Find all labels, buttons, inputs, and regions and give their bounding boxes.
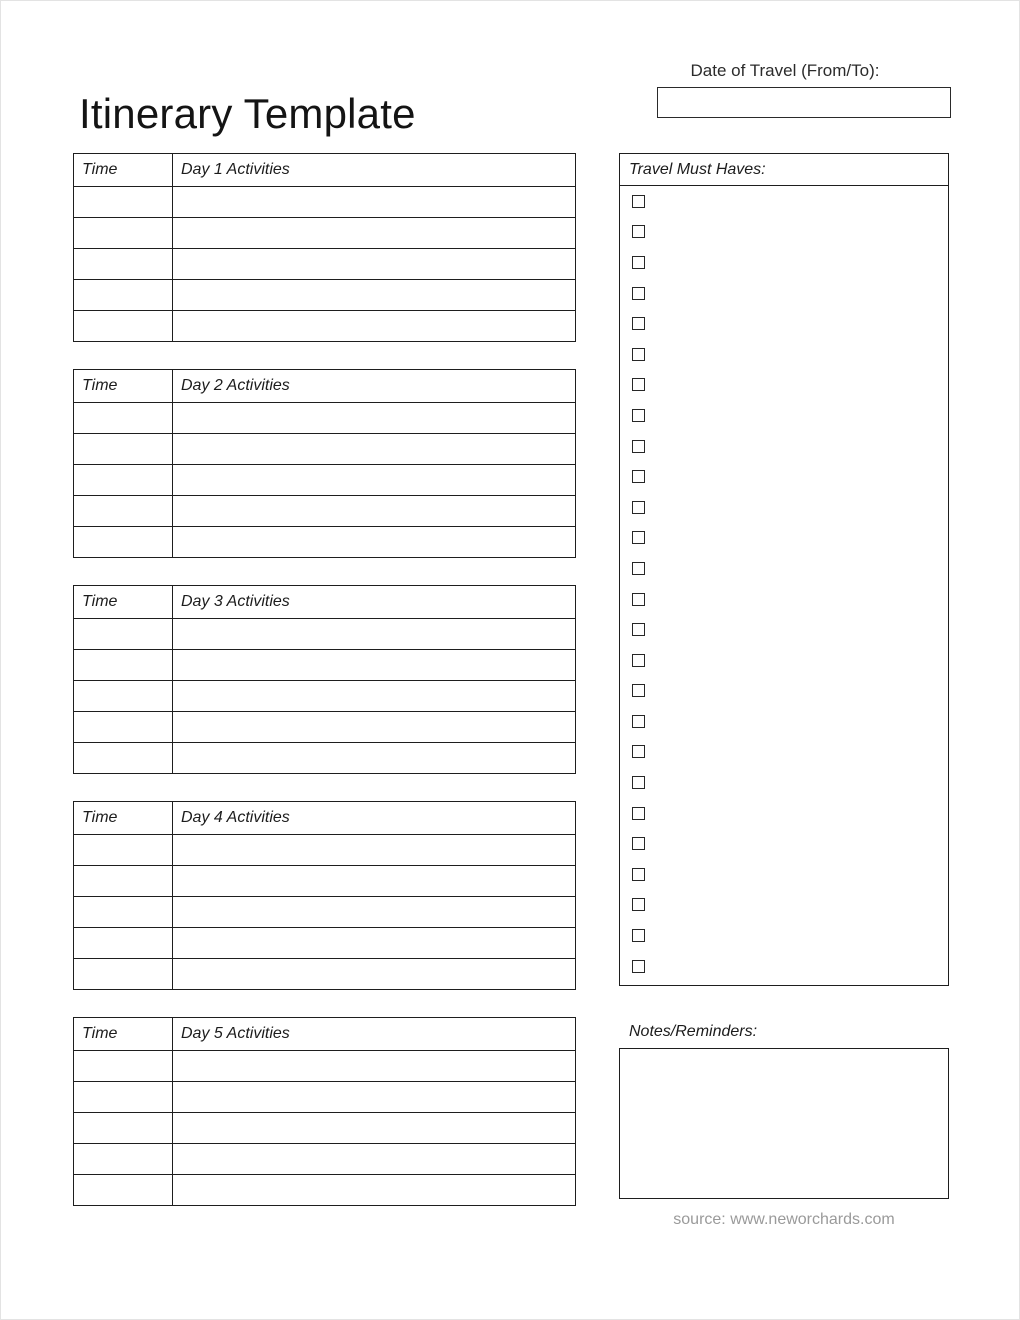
cell-activity[interactable] bbox=[173, 712, 576, 743]
checkbox-icon[interactable] bbox=[632, 837, 645, 850]
checkbox-icon[interactable] bbox=[632, 501, 645, 514]
list-item bbox=[620, 339, 948, 370]
cell-activity[interactable] bbox=[173, 187, 576, 218]
table-row bbox=[74, 681, 576, 712]
table-row bbox=[74, 835, 576, 866]
cell-activity[interactable] bbox=[173, 311, 576, 342]
cell-time[interactable] bbox=[74, 1113, 173, 1144]
cell-time[interactable] bbox=[74, 712, 173, 743]
cell-time[interactable] bbox=[74, 866, 173, 897]
checkbox-icon[interactable] bbox=[632, 776, 645, 789]
must-have-text[interactable] bbox=[655, 920, 948, 951]
cell-activity[interactable] bbox=[173, 1144, 576, 1175]
list-item bbox=[620, 186, 948, 217]
must-have-text[interactable] bbox=[655, 308, 948, 339]
checkbox-icon[interactable] bbox=[632, 562, 645, 575]
must-have-text[interactable] bbox=[655, 951, 948, 982]
checkbox-icon[interactable] bbox=[632, 868, 645, 881]
cell-time[interactable] bbox=[74, 218, 173, 249]
checkbox-icon[interactable] bbox=[632, 317, 645, 330]
cell-time[interactable] bbox=[74, 403, 173, 434]
must-have-text[interactable] bbox=[655, 706, 948, 737]
list-item bbox=[620, 828, 948, 859]
checkbox-icon[interactable] bbox=[632, 256, 645, 269]
cell-time[interactable] bbox=[74, 619, 173, 650]
cell-time[interactable] bbox=[74, 465, 173, 496]
list-item bbox=[620, 614, 948, 645]
must-have-text[interactable] bbox=[655, 186, 948, 217]
travel-must-haves-header: Travel Must Haves: bbox=[620, 154, 948, 186]
cell-activity[interactable] bbox=[173, 959, 576, 990]
cell-activity[interactable] bbox=[173, 619, 576, 650]
checkbox-icon[interactable] bbox=[632, 378, 645, 391]
list-item bbox=[620, 706, 948, 737]
table-row bbox=[74, 650, 576, 681]
cell-activity[interactable] bbox=[173, 1082, 576, 1113]
cell-activity[interactable] bbox=[173, 249, 576, 280]
table-row bbox=[74, 527, 576, 558]
travel-must-haves-list bbox=[620, 186, 948, 981]
list-item bbox=[620, 553, 948, 584]
cell-time[interactable] bbox=[74, 527, 173, 558]
cell-activity[interactable] bbox=[173, 403, 576, 434]
table-row bbox=[74, 465, 576, 496]
checkbox-icon[interactable] bbox=[632, 225, 645, 238]
must-have-text[interactable] bbox=[655, 828, 948, 859]
table-header-row bbox=[74, 802, 576, 835]
table-row bbox=[74, 311, 576, 342]
must-have-text[interactable] bbox=[655, 737, 948, 768]
date-of-travel-block bbox=[619, 61, 951, 118]
table-row bbox=[74, 280, 576, 311]
day-table-1 bbox=[73, 153, 576, 342]
table-row bbox=[74, 959, 576, 990]
column-header-activities: Day 1 Activities bbox=[173, 154, 576, 187]
table-row bbox=[74, 712, 576, 743]
must-have-text[interactable] bbox=[655, 339, 948, 370]
checkbox-icon[interactable] bbox=[632, 807, 645, 820]
checkbox-icon[interactable] bbox=[632, 440, 645, 453]
must-have-text[interactable] bbox=[655, 431, 948, 462]
list-item bbox=[620, 431, 948, 462]
must-have-text[interactable] bbox=[655, 461, 948, 492]
cell-activity[interactable] bbox=[173, 527, 576, 558]
list-item bbox=[620, 737, 948, 768]
table-row bbox=[74, 218, 576, 249]
must-have-text[interactable] bbox=[655, 400, 948, 431]
cell-activity[interactable] bbox=[173, 434, 576, 465]
checkbox-icon[interactable] bbox=[632, 195, 645, 208]
table-header-row bbox=[74, 154, 576, 187]
cell-activity[interactable] bbox=[173, 280, 576, 311]
cell-time[interactable] bbox=[74, 434, 173, 465]
table-header-row bbox=[74, 1018, 576, 1051]
must-have-text[interactable] bbox=[655, 553, 948, 584]
cell-activity[interactable] bbox=[173, 743, 576, 774]
list-item bbox=[620, 308, 948, 339]
cell-time[interactable] bbox=[74, 743, 173, 774]
must-have-text[interactable] bbox=[655, 278, 948, 309]
list-item bbox=[620, 217, 948, 248]
must-have-text[interactable] bbox=[655, 584, 948, 615]
table-row bbox=[74, 1082, 576, 1113]
checkbox-icon[interactable] bbox=[632, 929, 645, 942]
checkbox-icon[interactable] bbox=[632, 715, 645, 728]
cell-time[interactable] bbox=[74, 496, 173, 527]
checkbox-icon[interactable] bbox=[632, 287, 645, 300]
must-have-text[interactable] bbox=[655, 890, 948, 921]
cell-time[interactable] bbox=[74, 928, 173, 959]
column-header-activities: Day 4 Activities bbox=[173, 802, 576, 835]
table-row bbox=[74, 619, 576, 650]
cell-activity[interactable] bbox=[173, 897, 576, 928]
list-item bbox=[620, 920, 948, 951]
date-of-travel-input[interactable] bbox=[657, 87, 951, 118]
list-item bbox=[620, 400, 948, 431]
day-table-4 bbox=[73, 801, 576, 990]
cell-time[interactable] bbox=[74, 1082, 173, 1113]
list-item bbox=[620, 584, 948, 615]
cell-time[interactable] bbox=[74, 1175, 173, 1206]
list-item bbox=[620, 370, 948, 401]
checkbox-icon[interactable] bbox=[632, 745, 645, 758]
checkbox-icon[interactable] bbox=[632, 348, 645, 361]
column-header-time: Time bbox=[74, 370, 173, 403]
must-have-text[interactable] bbox=[655, 676, 948, 707]
table-row bbox=[74, 249, 576, 280]
table-row bbox=[74, 496, 576, 527]
cell-time[interactable] bbox=[74, 1051, 173, 1082]
column-header-time: Time bbox=[74, 802, 173, 835]
must-have-text[interactable] bbox=[655, 523, 948, 554]
checkbox-icon[interactable] bbox=[632, 593, 645, 606]
cell-activity[interactable] bbox=[173, 650, 576, 681]
list-item bbox=[620, 278, 948, 309]
table-row bbox=[74, 1051, 576, 1082]
column-header-time: Time bbox=[74, 586, 173, 619]
notes-textarea[interactable] bbox=[619, 1048, 949, 1199]
table-row bbox=[74, 434, 576, 465]
must-have-text[interactable] bbox=[655, 645, 948, 676]
list-item bbox=[620, 247, 948, 278]
cell-activity[interactable] bbox=[173, 681, 576, 712]
column-header-activities: Day 5 Activities bbox=[173, 1018, 576, 1051]
cell-time[interactable] bbox=[74, 681, 173, 712]
list-item bbox=[620, 951, 948, 982]
day-table-3 bbox=[73, 585, 576, 774]
table-row bbox=[74, 187, 576, 218]
must-have-text[interactable] bbox=[655, 370, 948, 401]
cell-activity[interactable] bbox=[173, 1175, 576, 1206]
checkbox-icon[interactable] bbox=[632, 623, 645, 636]
must-have-text[interactable] bbox=[655, 859, 948, 890]
list-item bbox=[620, 461, 948, 492]
cell-time[interactable] bbox=[74, 249, 173, 280]
checkbox-icon[interactable] bbox=[632, 960, 645, 973]
table-row bbox=[74, 403, 576, 434]
list-item bbox=[620, 798, 948, 829]
cell-activity[interactable] bbox=[173, 496, 576, 527]
cell-time[interactable] bbox=[74, 187, 173, 218]
page-title: Itinerary Template bbox=[79, 90, 416, 138]
table-row bbox=[74, 1144, 576, 1175]
table-row bbox=[74, 1175, 576, 1206]
list-item bbox=[620, 890, 948, 921]
cell-time[interactable] bbox=[74, 650, 173, 681]
cell-time[interactable] bbox=[74, 835, 173, 866]
list-item bbox=[620, 859, 948, 890]
table-row bbox=[74, 1113, 576, 1144]
must-have-text[interactable] bbox=[655, 217, 948, 248]
cell-activity[interactable] bbox=[173, 835, 576, 866]
checkbox-icon[interactable] bbox=[632, 531, 645, 544]
cell-activity[interactable] bbox=[173, 866, 576, 897]
cell-time[interactable] bbox=[74, 897, 173, 928]
must-have-text[interactable] bbox=[655, 492, 948, 523]
table-row bbox=[74, 897, 576, 928]
column-header-activities: Day 3 Activities bbox=[173, 586, 576, 619]
checkbox-icon[interactable] bbox=[632, 654, 645, 667]
list-item bbox=[620, 492, 948, 523]
cell-time[interactable] bbox=[74, 959, 173, 990]
checkbox-icon[interactable] bbox=[632, 409, 645, 422]
table-row bbox=[74, 866, 576, 897]
checkbox-icon[interactable] bbox=[632, 684, 645, 697]
list-item bbox=[620, 676, 948, 707]
must-have-text[interactable] bbox=[655, 247, 948, 278]
must-have-text[interactable] bbox=[655, 767, 948, 798]
table-row bbox=[74, 743, 576, 774]
cell-time[interactable] bbox=[74, 1144, 173, 1175]
list-item bbox=[620, 523, 948, 554]
cell-activity[interactable] bbox=[173, 928, 576, 959]
date-of-travel-label: Date of Travel (From/To): bbox=[690, 61, 880, 80]
table-row bbox=[74, 928, 576, 959]
column-header-time: Time bbox=[74, 1018, 173, 1051]
list-item bbox=[620, 645, 948, 676]
column-header-time: Time bbox=[74, 154, 173, 187]
notes-label: Notes/Reminders: bbox=[629, 1023, 758, 1040]
cell-activity[interactable] bbox=[173, 1113, 576, 1144]
day-table-5 bbox=[73, 1017, 576, 1206]
cell-activity[interactable] bbox=[173, 218, 576, 249]
cell-time[interactable] bbox=[74, 280, 173, 311]
must-have-text[interactable] bbox=[655, 798, 948, 829]
must-have-text[interactable] bbox=[655, 614, 948, 645]
list-item bbox=[620, 767, 948, 798]
table-header-row bbox=[74, 370, 576, 403]
source-credit: source: www.neworchards.com bbox=[673, 1211, 895, 1228]
column-header-activities: Day 2 Activities bbox=[173, 370, 576, 403]
cell-time[interactable] bbox=[74, 311, 173, 342]
table-header-row bbox=[74, 586, 576, 619]
day-table-2 bbox=[73, 369, 576, 558]
cell-activity[interactable] bbox=[173, 465, 576, 496]
checkbox-icon[interactable] bbox=[632, 470, 645, 483]
checkbox-icon[interactable] bbox=[632, 898, 645, 911]
travel-must-haves-panel bbox=[619, 153, 949, 986]
cell-activity[interactable] bbox=[173, 1051, 576, 1082]
